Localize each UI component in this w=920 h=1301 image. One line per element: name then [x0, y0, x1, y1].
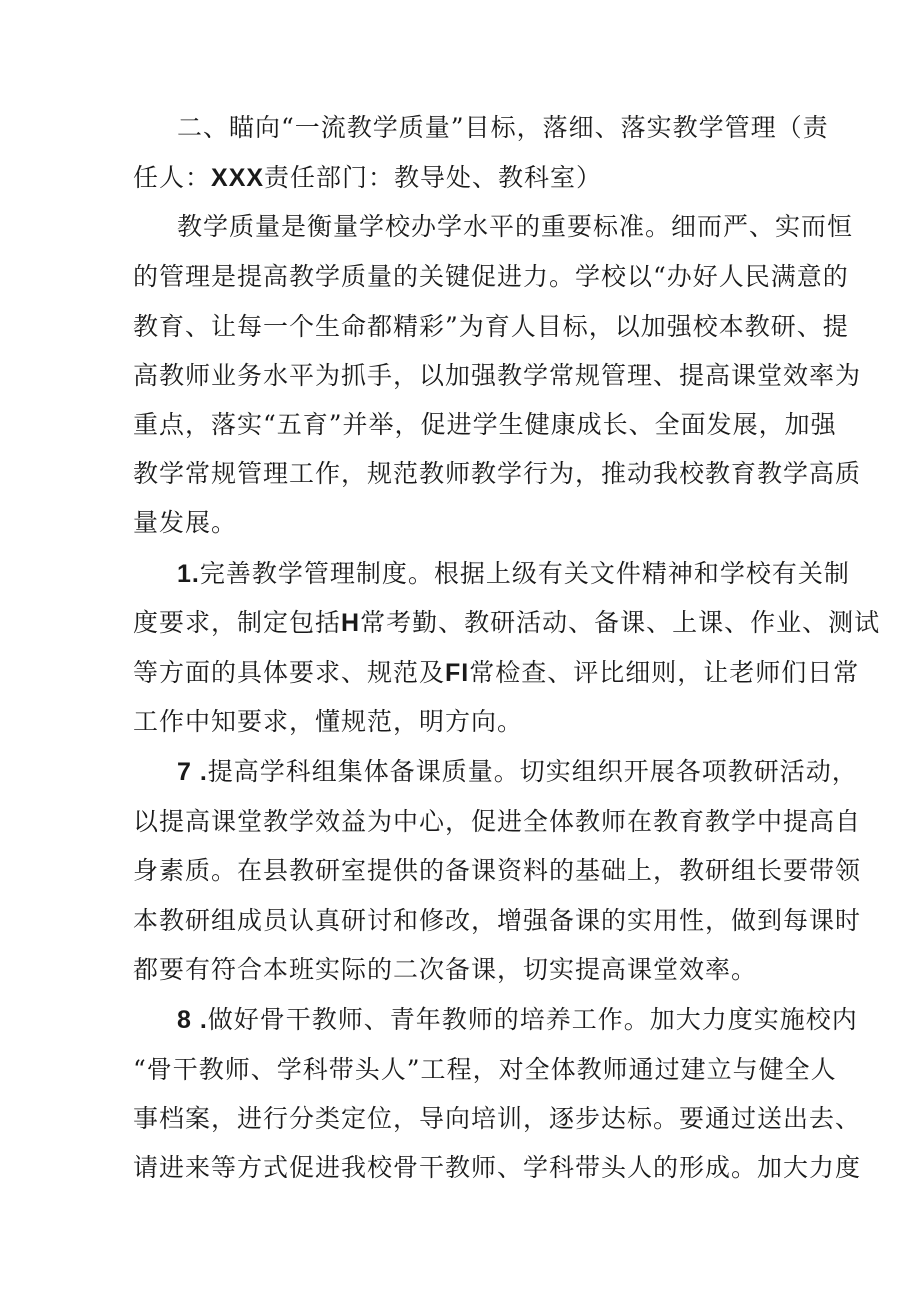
- item-3-text: 做好骨干教师、青年教师的培养工作。加大力度实施校内: [207, 1005, 858, 1034]
- item-1-line-4: 工作中知要求，懂规范，明方向。: [133, 707, 524, 736]
- item-2-line: 本教研组成员认真研讨和修改，增强备课的实用性，做到每课时: [133, 906, 862, 935]
- item-3-line-1: [177, 1004, 858, 1036]
- item-3-line: 事档案，进行分类定位，导向培训，逐步达标。要通过送出去、: [133, 1104, 862, 1133]
- item-1-line-3: [133, 657, 859, 689]
- item-1-ocr-mark: H: [341, 609, 361, 637]
- item-1-text: 完善教学管理制度。根据上级有关文件精神和学校有关制: [199, 559, 850, 588]
- section-heading-line-1: 二、瞄向“一流教学质量”目标，落细、落实教学管理（责: [177, 113, 829, 142]
- item-1-line-3-rest: 常检查、评比细则，让老师们日常: [469, 658, 860, 687]
- paragraph-1-line: 重点，落实“五育”并举，促进学生健康成长、全面发展，加强: [133, 410, 837, 439]
- item-1-line-3-text: 等方面的具体要求、规范及: [133, 658, 446, 687]
- item-3-line: 请进来等方式促进我校骨干教师、学科带头人的形成。加大力度: [133, 1153, 862, 1182]
- paragraph-1-line: 量发展。: [133, 508, 238, 537]
- item-1-line-1: [177, 558, 850, 590]
- heading-responsible-person: XXX: [211, 164, 265, 192]
- heading-responsible-label: 任人：: [133, 163, 212, 192]
- item-1-line-2: [133, 607, 880, 639]
- item-2-text: 提高学科组集体备课质量。切实组织开展各项教研活动，: [207, 757, 858, 786]
- heading-department: 责任部门：教导处、教科室）: [264, 163, 603, 192]
- item-1-line-2-rest: 常考勤、教研活动、备课、上课、作业、测试: [360, 608, 881, 637]
- item-3-number: 8 .: [177, 1006, 208, 1034]
- item-2-line-1: [177, 756, 858, 788]
- item-2-line: 身素质。在县教研室提供的备课资料的基础上，教研组长要带领: [133, 856, 862, 885]
- item-2-line: 以提高课堂教学效益为中心，促进全体教师在教育教学中提高自: [133, 807, 862, 836]
- item-2-line: 都要有符合本班实际的二次备课，切实提高课堂效率。: [133, 955, 758, 984]
- section-heading-line-2: [133, 162, 602, 194]
- item-1-line-2-text: 度要求，制定包括: [133, 608, 342, 637]
- item-1-number: 1.: [177, 560, 200, 588]
- paragraph-1-line: 的管理是提高教学质量的关键促进力。学校以“办好人民满意的: [133, 262, 849, 291]
- item-1-ocr-mark-2: FI: [445, 659, 470, 687]
- item-3-line: “骨干教师、学科带头人”工程，对全体教师通过建立与健全人: [133, 1055, 837, 1084]
- paragraph-1-line: 教学质量是衡量学校办学水平的重要标准。细而严、实而恒: [177, 212, 854, 241]
- paragraph-1-line: 教学常规管理工作，规范教师教学行为，推动我校教育教学高质: [133, 459, 862, 488]
- paragraph-1-line: 高教师业务水平为抓手，以加强教学常规管理、提高课堂效率为: [133, 361, 862, 390]
- item-2-number: 7 .: [177, 758, 208, 786]
- paragraph-1-line: 教育、让每一个生命都精彩”为育人目标，以加强校本教研、提: [133, 312, 849, 341]
